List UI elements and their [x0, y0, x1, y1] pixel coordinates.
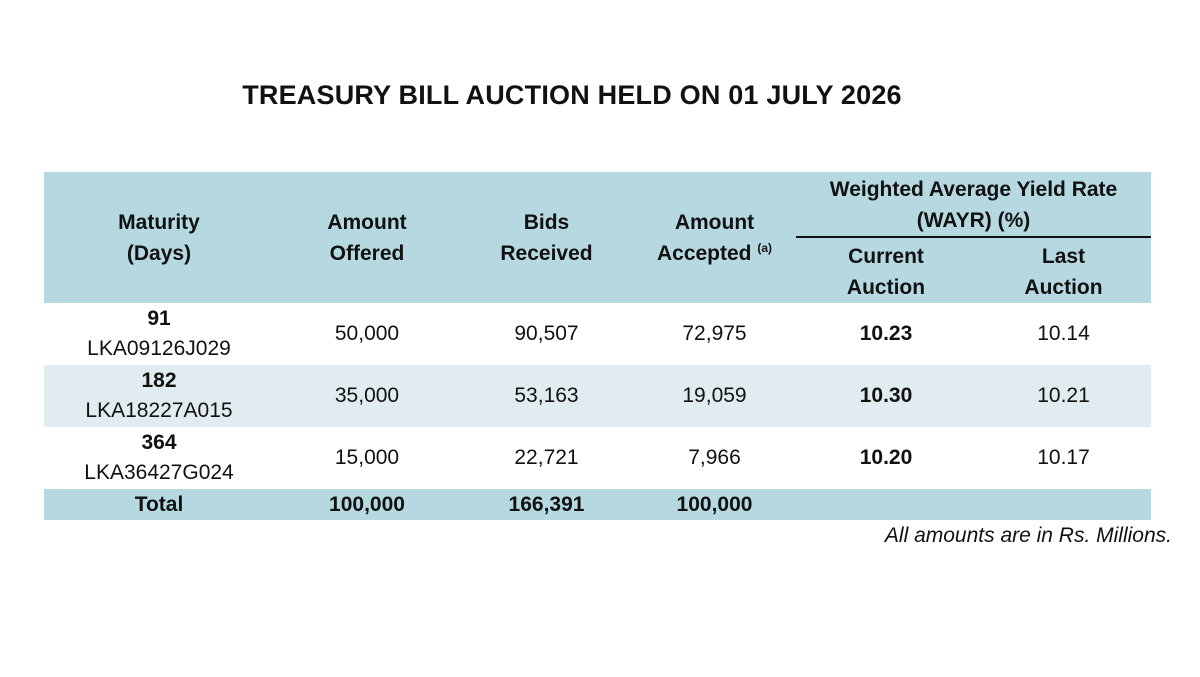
header-amount-accepted: Amount Accepted $^{(a)}$ — [656, 210, 773, 265]
header-current-auction: Current Auction — [846, 244, 926, 299]
table-row — [44, 365, 1151, 427]
accepted-cell: 72,975 — [682, 322, 747, 345]
current-yield-cell: 10.30 — [859, 384, 913, 407]
accepted-cell: 19,059 — [682, 384, 747, 407]
footnote-marker: (a) — [757, 240, 773, 255]
accepted-cell: 7,966 — [688, 446, 741, 469]
total-label: Total — [134, 492, 184, 516]
total-bids: 166,391 — [508, 492, 585, 516]
offered-cell: 15,000 — [334, 446, 400, 469]
footnote: All amounts are in Rs. Millions. — [884, 524, 1172, 547]
total-row — [44, 489, 1151, 520]
table-row — [44, 303, 1151, 365]
last-yield-cell: 10.17 — [1037, 446, 1090, 469]
header-last-auction: Last Auction — [1024, 244, 1103, 299]
header-maturity: Maturity (Days) — [118, 210, 200, 265]
maturity-cell: 91 LKA09126J029 — [87, 307, 231, 360]
page-title: TREASURY BILL AUCTION HELD ON 01 JULY 2026 — [242, 80, 902, 110]
header-wayr: Weighted Average Yield Rate (WAYR) (%) — [829, 178, 1118, 232]
last-yield-cell: 10.14 — [1037, 322, 1090, 345]
bids-cell: 22,721 — [514, 446, 579, 469]
table-header — [44, 172, 1151, 303]
current-yield-cell: 10.23 — [859, 322, 913, 345]
auction-results-table — [44, 172, 1151, 520]
maturity-cell: 364 LKA36427G024 — [84, 431, 234, 484]
last-yield-cell: 10.21 — [1037, 384, 1090, 407]
bids-cell: 53,163 — [514, 384, 579, 407]
total-accepted: 100,000 — [676, 492, 753, 516]
header-amount-offered: Amount Offered — [327, 210, 407, 265]
offered-cell: 50,000 — [334, 322, 400, 345]
offered-cell: 35,000 — [334, 384, 400, 407]
maturity-cell: 182 LKA18227A015 — [85, 369, 233, 422]
total-offered: 100,000 — [329, 492, 405, 516]
header-divider — [796, 236, 1151, 238]
current-yield-cell: 10.20 — [859, 446, 913, 469]
bids-cell: 90,507 — [514, 322, 579, 345]
table-row — [44, 427, 1151, 489]
header-bids-received: Bids Received — [500, 210, 593, 265]
